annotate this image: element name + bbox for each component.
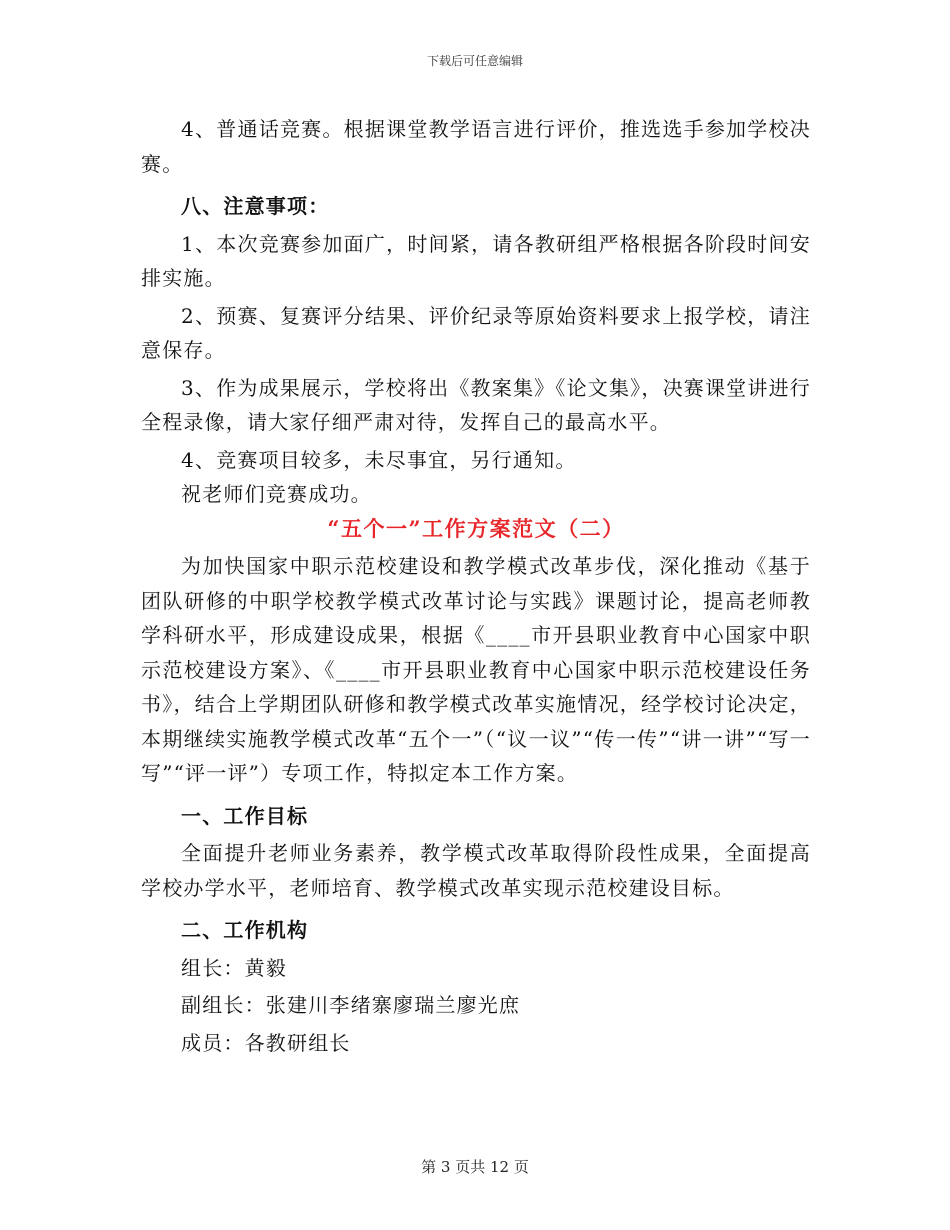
section-2-heading: 二、工作机构 [181, 918, 309, 942]
org-members: 成员：各教研组长 [181, 1030, 351, 1055]
org-leader: 组长：黄毅 [181, 955, 287, 980]
item-4-mandarin-contest: 4、普通话竞赛。根据课堂教学语言进行评价，推选选手参加学校决赛。 [141, 117, 811, 176]
notice-item-2: 2、预赛、复赛评分结果、评价纪录等原始资料要求上报学校，请注意保存。 [141, 303, 811, 362]
notice-item-4: 4、竞赛项目较多，未尽事宜，另行通知。 [181, 447, 577, 472]
section-1-heading: 一、工作目标 [181, 803, 309, 828]
notice-item-3: 3、作为成果展示，学校将出《教案集》《论文集》，决赛课堂讲进行全程录像，请大家仔细严肃对待，发挥自己的最高水平。 [141, 375, 811, 434]
document-title: “五个一”工作方案范文（二） [327, 515, 625, 541]
document-body [141, 112, 811, 1060]
closing-wish: 祝老师们竞赛成功。 [181, 482, 372, 506]
page-header-note: 下载后可任意编辑 [426, 54, 523, 68]
notice-item-1: 1、本次竞赛参加面广，时间紧，请各教研组严格根据各阶段时间安排实施。 [141, 231, 811, 290]
org-deputy-leaders: 副组长：张建川李绪寨廖瑞兰廖光庶 [181, 993, 521, 1017]
intro-paragraph: 为加快国家中职示范校建设和教学模式改革步伐，深化推动《基于团队研修的中职学校教学模式改革讨论与实践》课题讨论，提高老师教学科研水平，形成建设成果，根据《____市开县职业教育中心国家中职示范校建设方案》、《____市开县职业教育中心国家中职示范校建设任务书》，结合上学期团队研修和教学模式改革实施情况，经学校讨论决定，本期继续实施教学模式改革“五个一”（“议一议”“传一传”“讲一讲”“写一写”“评一评”）专项工作，特拟定本工作方案。 [141, 554, 811, 785]
goal-paragraph: 全面提升老师业务素养，教学模式改革取得阶段性成果，全面提高学校办学水平，老师培育、教学模式改革实现示范校建设目标。 [141, 841, 811, 900]
section-8-heading: 八、注意事项： [181, 194, 330, 218]
page-number: 第 3 页共 12 页 [421, 1158, 529, 1176]
